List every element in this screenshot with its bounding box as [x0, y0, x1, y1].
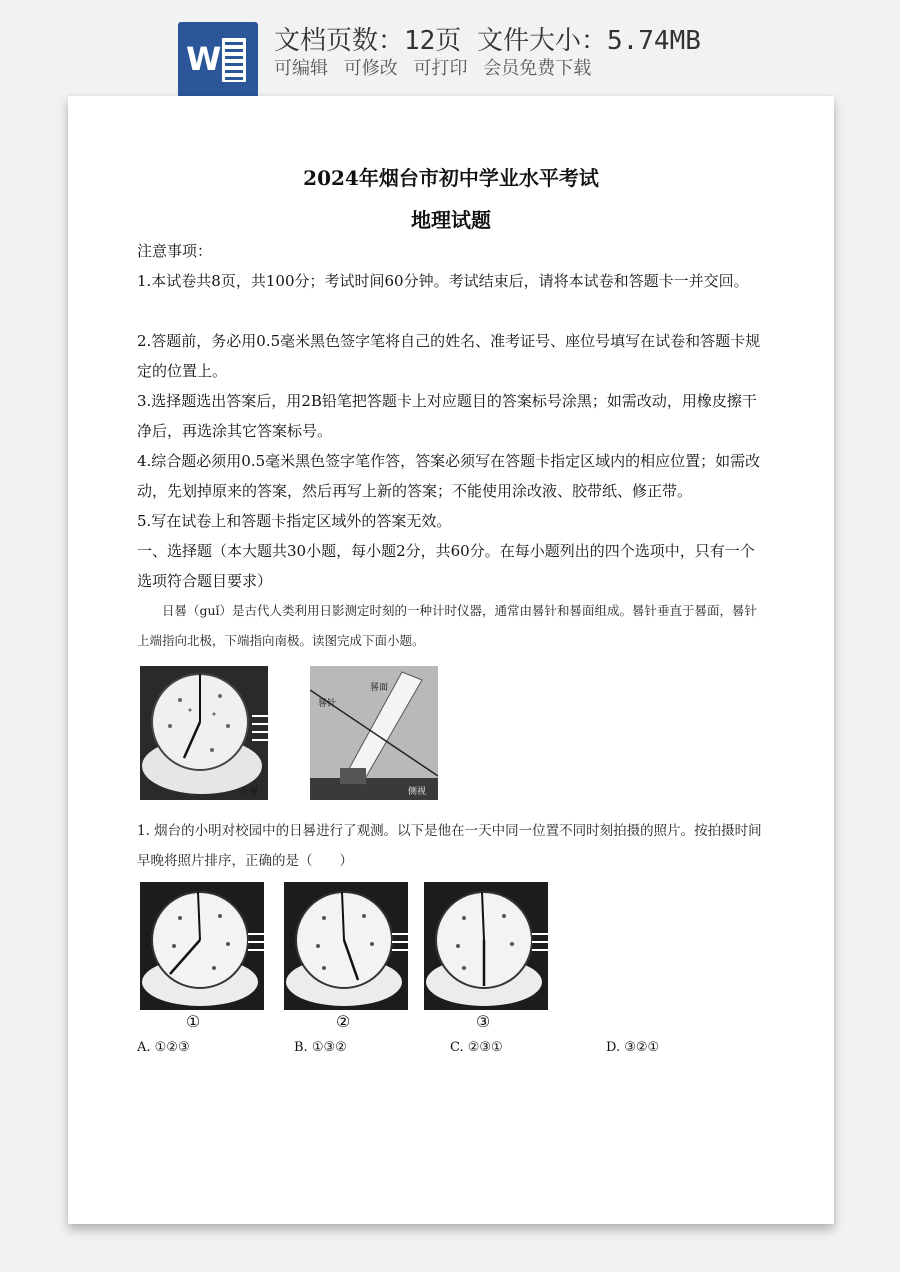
sundial-photo-1 [140, 882, 264, 1010]
sundial-front-view-photo [140, 666, 268, 800]
gnomon-label: 晷针 [318, 699, 337, 709]
note-1: 1.本试卷共8页，共100分；考试时间60分钟。考试结束后，请将本试卷和答题卡一并交回。 [137, 272, 749, 290]
word-document-icon: W [178, 22, 258, 98]
option-b: B. ①③② [294, 1040, 347, 1055]
note-2: 2.答题前，务必用0.5毫米黑色签字笔将自己的姓名、准考证号、座位号填写在试卷和答题卡规定的位置上。 [137, 332, 761, 380]
note-3: 3.选择题选出答案后，用2B铅笔把答题卡上对应题目的答案标号涂黑；如需改动，用橡皮擦干净后，再选涂其它答案标号。 [137, 392, 757, 440]
document-info-header [0, 0, 900, 100]
photo-2-number: ② [335, 1012, 351, 1031]
photo-1-number: ① [185, 1012, 201, 1031]
option-a: A. ①②③ [137, 1040, 190, 1055]
side-view-label: 侧视 [408, 787, 427, 797]
document-page [68, 96, 834, 1224]
document-stats: 文档页数：12页 文件大小：5.74MB [274, 26, 701, 56]
photo-3-number: ③ [475, 1012, 491, 1031]
notes-heading: 注意事项： [137, 242, 213, 260]
front-view-label: 正视 [240, 787, 259, 797]
feature-editable: 可编辑 [274, 58, 328, 79]
sundial-photo-2 [284, 882, 408, 1010]
sundial-photo-3 [424, 882, 548, 1010]
exam-subtitle: 地理试题 [411, 208, 491, 232]
feature-printable: 可打印 [413, 58, 468, 79]
note-4: 4.综合题必须用0.5毫米黑色签字笔作答，答案必须写在答题卡指定区域内的相应位置；如需改动，先划掉原来的答案，然后再写上新的答案；不能使用涂改液、胶带纸、修正带。 [137, 452, 761, 500]
feature-modifiable: 可修改 [343, 58, 398, 79]
option-c: C. ②③① [450, 1040, 503, 1055]
question-1: 1. 烟台的小明对校园中的日晷进行了观测。以下是他在一天中同一位置不同时刻拍摄的照片。按拍摄时间早晚将照片排序，正确的是（ ） [137, 823, 762, 869]
exam-title: 2024年烟台市初中学业水平考试 [303, 166, 599, 190]
feature-member-download: 会员免费下载 [483, 58, 592, 79]
sundial-intro: 日晷（guǐ）是古代人类利用日影测定时刻的一种计时仪器，通常由晷针和晷面组成。晷针垂直于晷面，晷针上端指向北极，下端指向南极。读图完成下面小题。 [137, 603, 758, 648]
feature-list [274, 54, 601, 80]
option-d: D. ③②① [606, 1040, 660, 1055]
section-heading: 一、选择题（本大题共30小题，每小题2分，共60分。在每小题列出的四个选项中，只有一个选项符合题目要求） [137, 542, 755, 590]
note-5: 5.写在试卷上和答题卡指定区域外的答案无效。 [137, 512, 452, 530]
dial-label: 晷面 [370, 683, 389, 693]
sundial-side-view-photo [310, 666, 438, 800]
